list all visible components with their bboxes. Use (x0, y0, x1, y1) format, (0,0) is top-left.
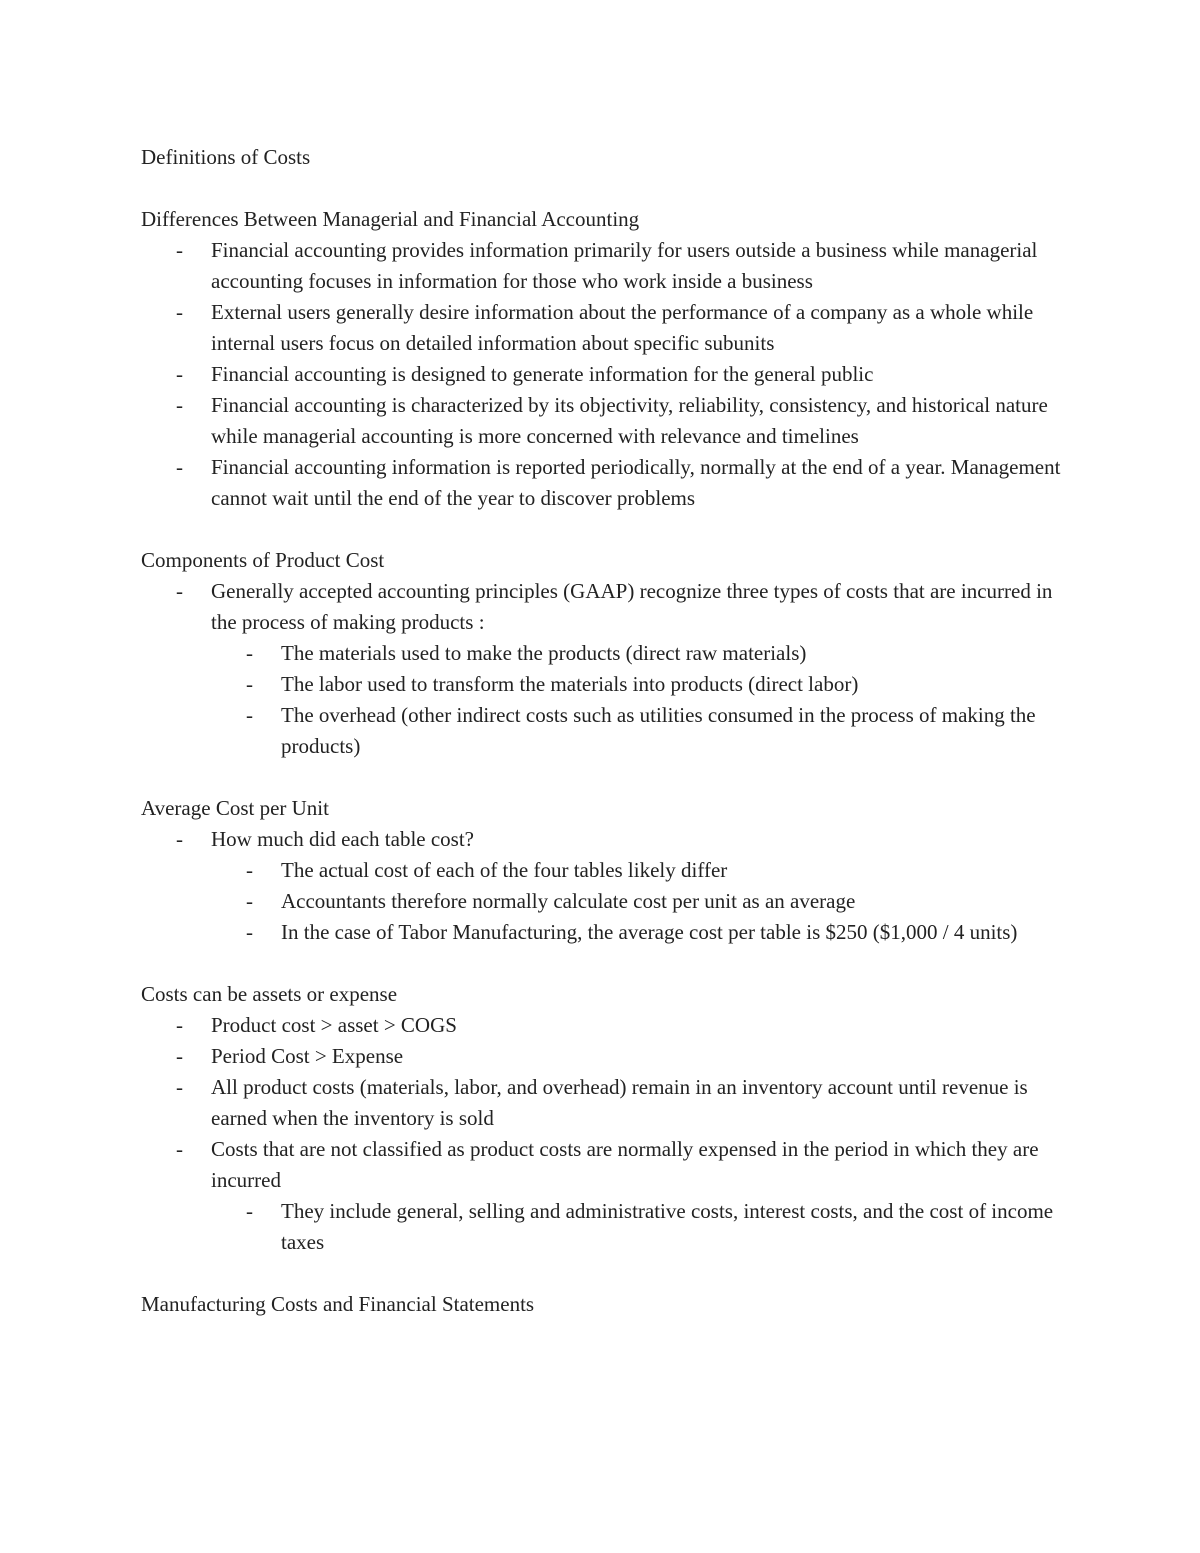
sub-list-item (211, 917, 1081, 948)
list-item-text: Financial accounting is characterized by its objectivity, reliability, consistency, and historical nature while managerial accounting is more concerned with relevance and timelines (211, 393, 1048, 448)
list-item-text: All product costs (materials, labor, and overhead) remain in an inventory account until revenue is earned when the inventory is sold (211, 1075, 1028, 1130)
list-item (141, 1134, 1081, 1258)
bullet-dash: - (176, 455, 183, 479)
spacer (141, 762, 1081, 793)
bullet-dash: - (176, 238, 183, 262)
bullet-dash: - (246, 920, 253, 944)
bullet-dash: - (176, 393, 183, 417)
list-item-text: Period Cost > Expense (211, 1044, 404, 1068)
bullet-dash: - (176, 827, 183, 851)
bullet-dash: - (246, 703, 253, 727)
sub-list-item (211, 886, 1081, 917)
sub-list-item (211, 669, 1081, 700)
list-item-text: External users generally desire information about the performance of a company as a whole while internal users focus on detailed information about specific subunits (211, 300, 1034, 355)
spacer (141, 514, 1081, 545)
list-item (141, 576, 1081, 762)
bullet-dash: - (176, 1137, 183, 1161)
spacer (141, 948, 1081, 979)
list-item-text: Financial accounting provides information primarily for users outside a business while managerial accounting focuses in information for those who work inside a business (211, 238, 1038, 293)
section-heading-manufacturing-costs: Manufacturing Costs and Financial Statements (141, 1292, 535, 1316)
assets-expense-list (141, 1010, 1081, 1258)
spacer (141, 173, 1081, 204)
section-heading-assets-expense: Costs can be assets or expense (141, 982, 398, 1006)
section-heading-average-cost: Average Cost per Unit (141, 796, 329, 820)
sub-list-item-text: They include general, selling and administrative costs, interest costs, and the cost of income taxes (281, 1199, 1054, 1254)
sub-list-item-text: The materials used to make the products (direct raw materials) (281, 641, 807, 665)
differences-list (141, 235, 1081, 514)
list-item-text: Product cost > asset > COGS (211, 1013, 457, 1037)
sub-list-item-text: The labor used to transform the materials into products (direct labor) (281, 672, 859, 696)
list-item (141, 297, 1081, 359)
list-item (141, 452, 1081, 514)
list-item-text: Financial accounting information is reported periodically, normally at the end of a year. Management cannot wait until the end of the year to discover problems (211, 455, 1061, 510)
sub-list-item-text: Accountants therefore normally calculate cost per unit as an average (281, 889, 856, 913)
bullet-dash: - (246, 672, 253, 696)
bullet-dash: - (246, 889, 253, 913)
assets-expense-sublist (211, 1196, 1081, 1258)
section-heading-product-cost: Components of Product Cost (141, 548, 385, 572)
list-item-text: Financial accounting is designed to generate information for the general public (211, 362, 874, 386)
list-item (141, 359, 1081, 390)
list-item (141, 1010, 1081, 1041)
bullet-dash: - (246, 858, 253, 882)
average-cost-sublist (211, 855, 1081, 948)
sub-list-item (211, 855, 1081, 886)
sub-list-item-text: The overhead (other indirect costs such as utilities consumed in the process of making the products) (281, 703, 1036, 758)
section-heading-differences: Differences Between Managerial and Financial Accounting (141, 207, 640, 231)
bullet-dash: - (246, 1199, 253, 1223)
bullet-dash: - (176, 579, 183, 603)
list-item (141, 235, 1081, 297)
product-cost-list (141, 576, 1081, 762)
list-item (141, 390, 1081, 452)
bullet-dash: - (176, 1044, 183, 1068)
sub-list-item-text: In the case of Tabor Manufacturing, the average cost per table is $250 ($1,000 / 4 units) (281, 920, 1018, 944)
bullet-dash: - (176, 1013, 183, 1037)
list-item-text: How much did each table cost? (211, 827, 474, 851)
bullet-dash: - (176, 362, 183, 386)
spacer (141, 1258, 1081, 1289)
document-title: Definitions of Costs (141, 145, 311, 169)
list-item-text: Generally accepted accounting principles (GAAP) recognize three types of costs that are incurred in the process of making products : (211, 579, 1053, 634)
list-item (141, 1041, 1081, 1072)
list-item (141, 824, 1081, 948)
sub-list-item (211, 638, 1081, 669)
document-body (141, 142, 1081, 1320)
sub-list-item (211, 700, 1081, 762)
sub-list-item (211, 1196, 1081, 1258)
average-cost-list (141, 824, 1081, 948)
bullet-dash: - (176, 300, 183, 324)
list-item-text: Costs that are not classified as product costs are normally expensed in the period in which they are incurred (211, 1137, 1039, 1192)
bullet-dash: - (176, 1075, 183, 1099)
list-item (141, 1072, 1081, 1134)
bullet-dash: - (246, 641, 253, 665)
product-cost-sublist (211, 638, 1081, 762)
sub-list-item-text: The actual cost of each of the four tables likely differ (281, 858, 728, 882)
